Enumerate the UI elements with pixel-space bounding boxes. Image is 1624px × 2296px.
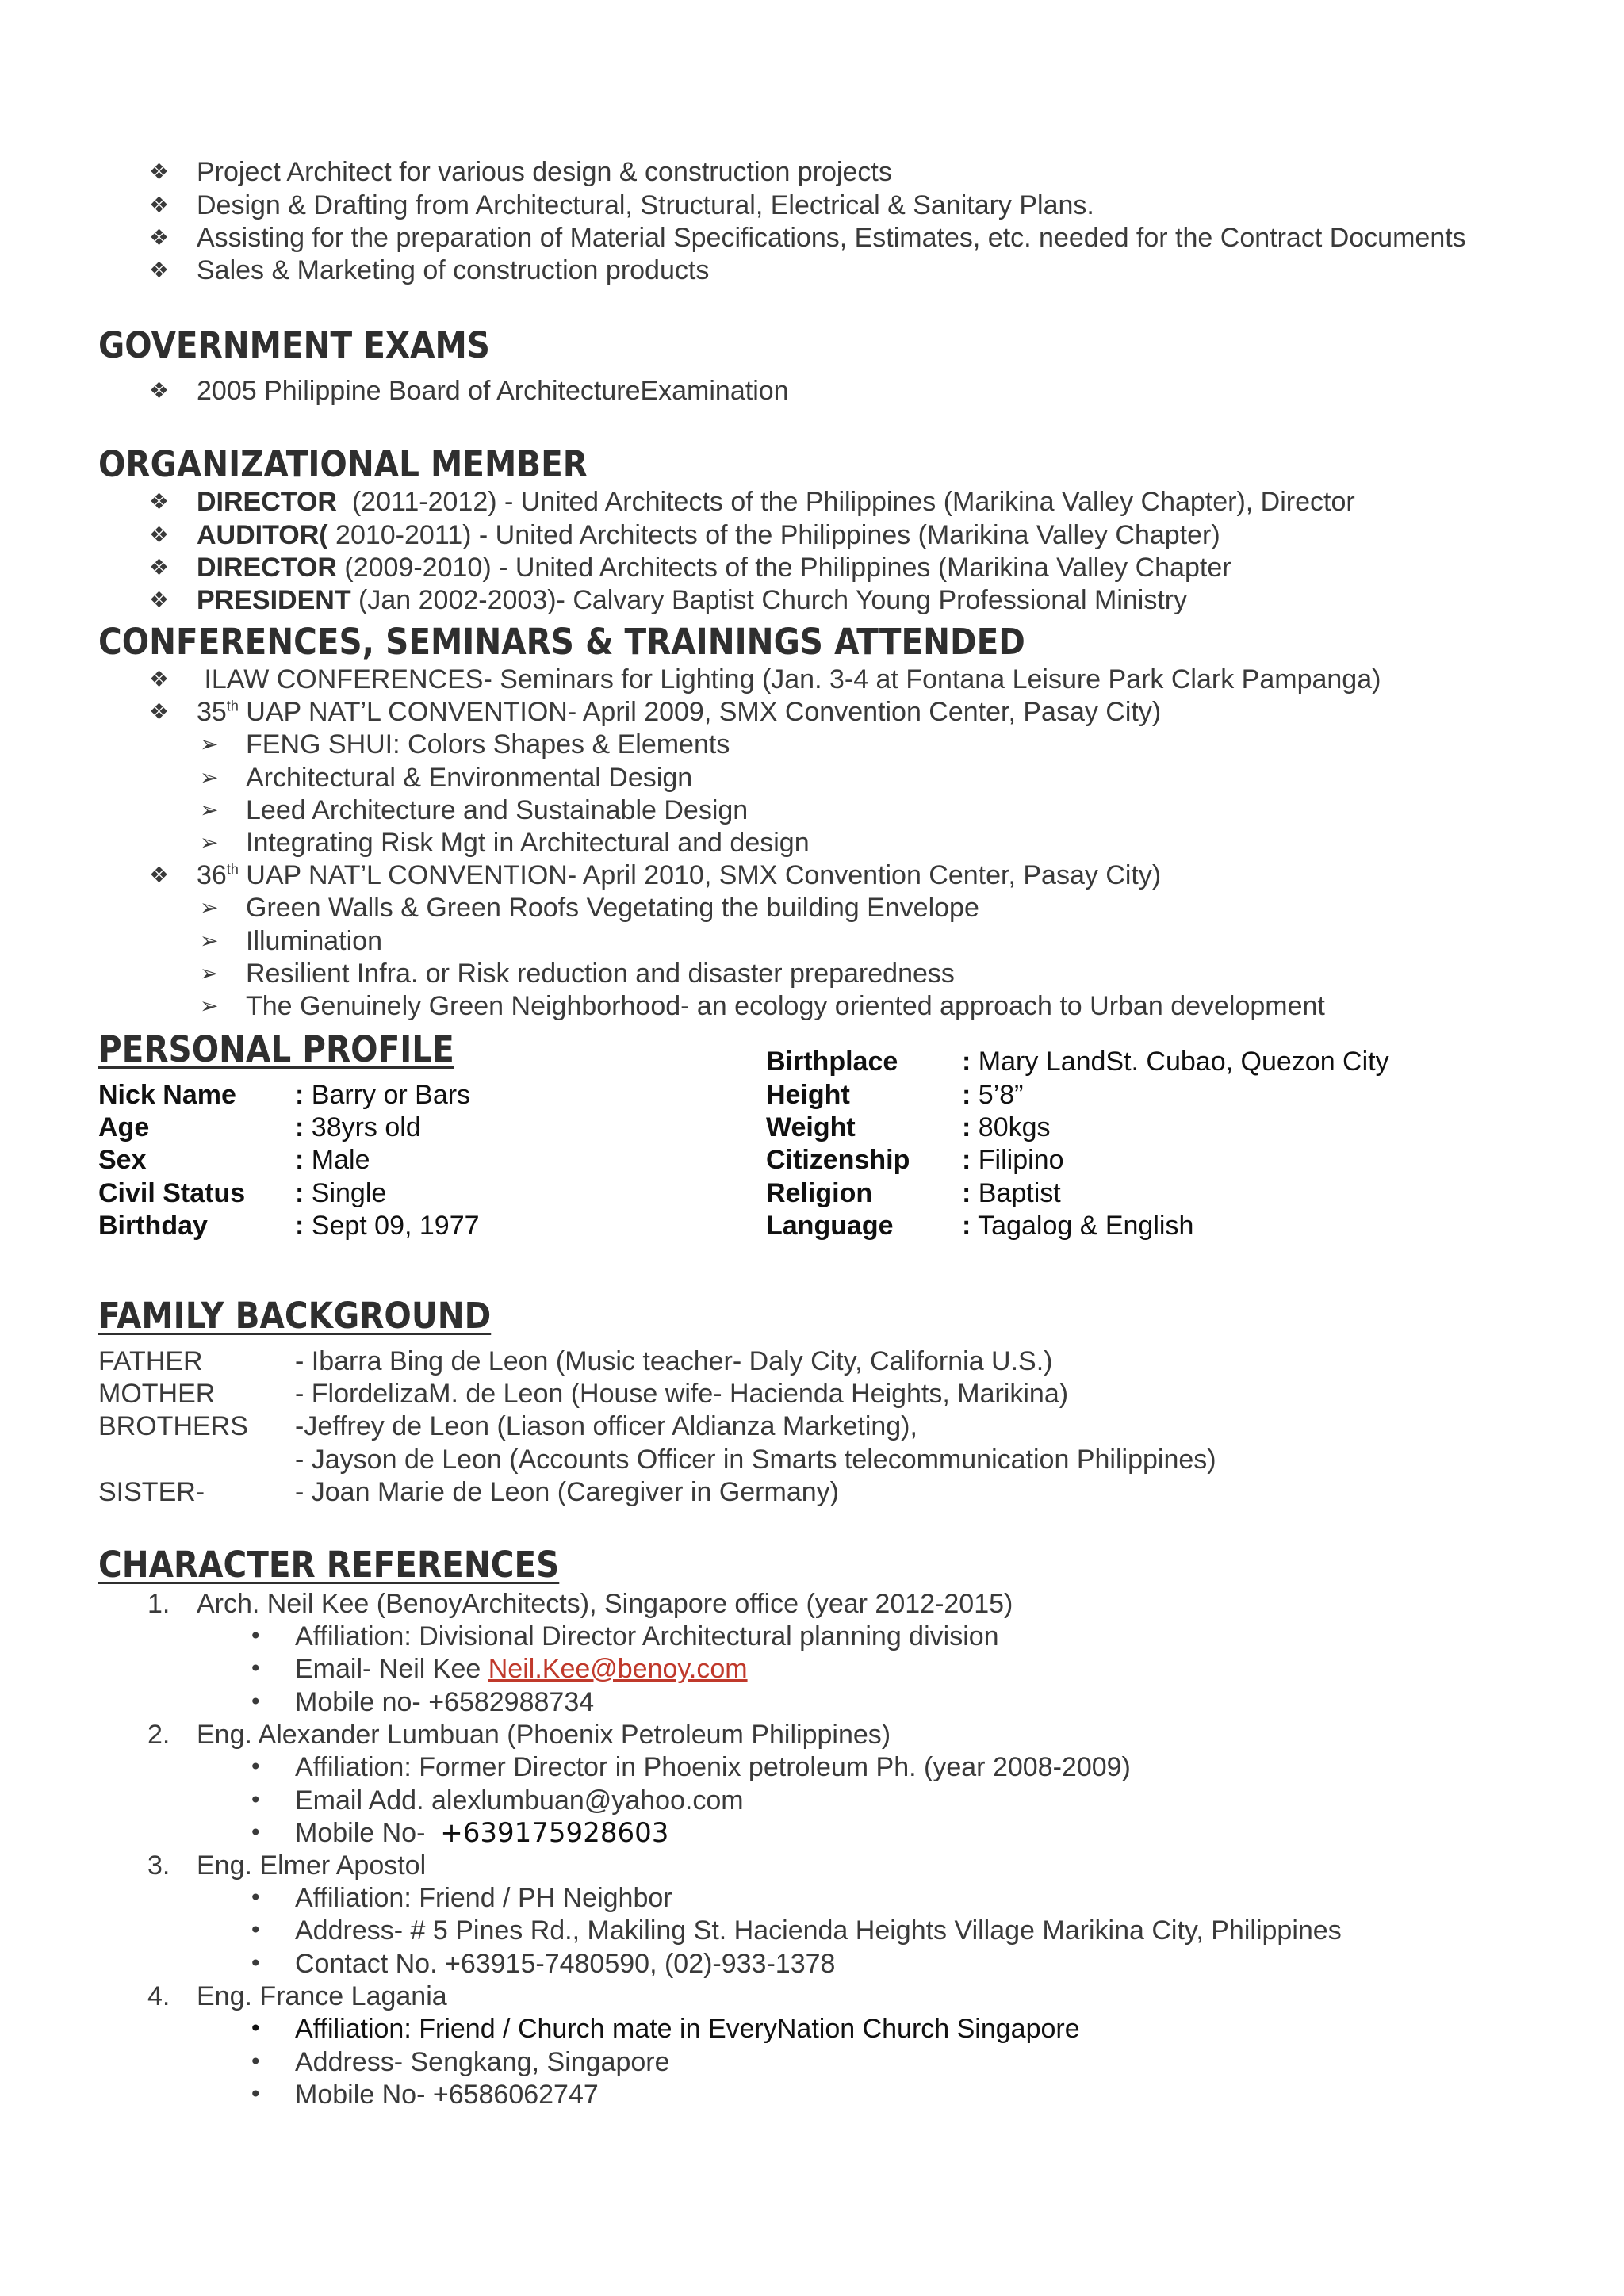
colon-separator: : [962, 1178, 971, 1208]
arrow-bullet-icon: ➢ [200, 797, 219, 823]
profile-value [295, 1209, 480, 1242]
mobile-label: Mobile No- [295, 1818, 441, 1848]
convention-detail: UAP NAT’L CONVENTION- April 2009, SMX Convention Center, Pasay City) [238, 697, 1162, 727]
profile-label: Nick Name [98, 1080, 236, 1110]
profile-value-text: Single [311, 1178, 387, 1208]
diamond-bullet-icon: ❖ [149, 587, 170, 613]
colon-separator: : [962, 1112, 971, 1142]
family-label: SISTER- [98, 1477, 205, 1507]
profile-label: Weight [766, 1112, 856, 1142]
section-heading-conferences: CONFERENCES, SEMINARS & TRAININGS ATTENDED [98, 621, 1025, 663]
reference-name: Arch. Neil Kee (BenoyArchitects), Singapore office (year 2012-2015) [197, 1589, 1013, 1619]
arrow-bullet-icon: ➢ [200, 928, 219, 954]
profile-label: Age [98, 1112, 150, 1142]
section-heading-government-exams: GOVERNMENT EXAMS [98, 324, 490, 366]
role-label: DIRECTOR [197, 553, 337, 583]
dot-bullet-icon: • [249, 2049, 262, 2075]
profile-label: Religion [766, 1178, 873, 1208]
diamond-bullet-icon: ❖ [149, 257, 170, 283]
section-heading-personal-profile: PERSONAL PROFILE [98, 1028, 454, 1070]
profile-value [962, 1143, 1064, 1177]
family-label: MOTHER [98, 1379, 216, 1409]
reference-name: Eng. Alexander Lumbuan (Phoenix Petroleum Philippines) [197, 1720, 891, 1750]
list-item: Architectural & Environmental Design [246, 763, 693, 793]
list-item: Illumination [246, 926, 382, 956]
diamond-bullet-icon: ❖ [149, 862, 170, 888]
reference-detail: Address- # 5 Pines Rd., Makiling St. Hacienda Heights Village Marikina City, Philippines [295, 1915, 1342, 1946]
dot-bullet-icon: • [249, 1820, 262, 1846]
dot-bullet-icon: • [249, 1917, 262, 1943]
profile-value-text: Filipino [978, 1145, 1064, 1175]
diamond-bullet-icon: ❖ [149, 666, 170, 692]
role-label: DIRECTOR [197, 487, 337, 517]
reference-detail: Affiliation: Former Director in Phoenix petroleum Ph. (year 2008-2009) [295, 1752, 1131, 1782]
colon-separator: : [295, 1080, 304, 1110]
list-item: The Genuinely Green Neighborhood- an ecology oriented approach to Urban development [246, 991, 1325, 1021]
convention-detail: UAP NAT’L CONVENTION- April 2010, SMX Convention Center, Pasay City) [238, 860, 1162, 890]
reference-number: 3. [147, 1850, 170, 1881]
profile-value [295, 1177, 386, 1210]
colon-separator: : [295, 1178, 304, 1208]
reference-detail [295, 1652, 748, 1686]
reference-number: 1. [147, 1589, 170, 1619]
list-item [197, 485, 1355, 519]
profile-label: Civil Status [98, 1178, 246, 1208]
reference-name: Eng. Elmer Apostol [197, 1850, 427, 1881]
family-value: - Joan Marie de Leon (Caregiver in Germany) [295, 1477, 839, 1507]
profile-value-text: 80kgs [978, 1112, 1051, 1142]
profile-value [962, 1078, 1023, 1112]
diamond-bullet-icon: ❖ [149, 192, 170, 218]
colon-separator: : [962, 1211, 971, 1241]
diamond-bullet-icon: ❖ [149, 698, 170, 725]
section-heading-character-references: CHARACTER REFERENCES [98, 1544, 560, 1586]
family-value: - FlordelizaM. de Leon (House wife- Hacienda Heights, Marikina) [295, 1379, 1069, 1409]
dot-bullet-icon: • [249, 1689, 262, 1715]
dot-bullet-icon: • [249, 1655, 262, 1682]
diamond-bullet-icon: ❖ [149, 554, 170, 580]
list-item: Project Architect for various design & construction projects [197, 157, 892, 187]
role-label: PRESIDENT [197, 585, 351, 615]
role-detail: (2011-2012) - United Architects of the Philippines (Marikina Valley Chapter), Director [336, 487, 1355, 517]
list-item: Design & Drafting from Architectural, Structural, Electrical & Sanitary Plans. [197, 190, 1094, 220]
colon-separator: : [295, 1211, 304, 1241]
list-item: Green Walls & Green Roofs Vegetating the building Envelope [246, 893, 979, 923]
reference-detail: Mobile No- +6586062747 [295, 2080, 599, 2110]
dot-bullet-icon: • [249, 1623, 262, 1649]
profile-value-text: Baptist [978, 1178, 1061, 1208]
arrow-bullet-icon: ➢ [200, 731, 219, 757]
list-item: Resilient Infra. or Risk reduction and disaster preparedness [246, 959, 955, 989]
reference-number: 4. [147, 1981, 170, 2011]
profile-value-text: Tagalog & English [978, 1211, 1194, 1241]
list-item [197, 695, 1161, 729]
reference-name: Eng. France Lagania [197, 1981, 447, 2011]
family-value: -Jeffrey de Leon (Liason officer Aldianza Marketing), [295, 1411, 917, 1441]
section-heading-family-background: FAMILY BACKGROUND [98, 1295, 492, 1337]
list-item: Leed Architecture and Sustainable Design [246, 795, 749, 825]
reference-detail: Address- Sengkang, Singapore [295, 2047, 670, 2077]
profile-value-text: 38yrs old [311, 1112, 421, 1142]
profile-label: Citizenship [766, 1145, 910, 1175]
profile-label: Birthday [98, 1211, 208, 1241]
profile-value [962, 1111, 1051, 1144]
profile-value-text: Mary LandSt. Cubao, Quezon City [978, 1047, 1389, 1077]
list-item: Assisting for the preparation of Material Specifications, Estimates, etc. needed for the Contract Documents [197, 223, 1466, 253]
dot-bullet-icon: • [249, 1885, 262, 1911]
profile-value-text: Barry or Bars [311, 1080, 471, 1110]
arrow-bullet-icon: ➢ [200, 993, 219, 1019]
diamond-bullet-icon: ❖ [149, 488, 170, 515]
list-item: 2005 Philippine Board of ArchitectureExamination [197, 376, 789, 406]
list-item [197, 859, 1161, 892]
reference-detail: Email Add. alexlumbuan@yahoo.com [295, 1785, 744, 1816]
arrow-bullet-icon: ➢ [200, 894, 219, 920]
family-value: - Jayson de Leon (Accounts Officer in Smarts telecommunication Philippines) [295, 1445, 1216, 1475]
colon-separator: : [962, 1047, 971, 1077]
reference-detail: Affiliation: Divisional Director Architectural planning division [295, 1621, 999, 1651]
family-label: FATHER [98, 1346, 203, 1376]
profile-value [962, 1209, 1193, 1242]
email-label: Email- Neil Kee [295, 1654, 488, 1684]
ordinal-suffix: th [226, 698, 239, 714]
dot-bullet-icon: • [249, 1787, 262, 1813]
diamond-bullet-icon: ❖ [149, 224, 170, 251]
list-item [197, 584, 1187, 617]
list-item [197, 519, 1220, 552]
profile-value [295, 1078, 470, 1112]
arrow-bullet-icon: ➢ [200, 960, 219, 986]
section-heading-organizational-member: ORGANIZATIONAL MEMBER [98, 443, 588, 485]
profile-value [962, 1177, 1061, 1210]
dot-bullet-icon: • [249, 1950, 262, 1976]
convention-number: 36 [197, 860, 227, 890]
diamond-bullet-icon: ❖ [149, 377, 170, 404]
role-label: AUDITOR( [197, 520, 328, 550]
convention-number: 35 [197, 697, 227, 727]
colon-separator: : [295, 1145, 304, 1175]
diamond-bullet-icon: ❖ [149, 159, 170, 185]
profile-value [295, 1111, 421, 1144]
role-detail: (Jan 2002-2003)- Calvary Baptist Church Young Professional Ministry [350, 585, 1188, 615]
mobile-number: +639175928603 [440, 1817, 669, 1849]
list-item: Integrating Risk Mgt in Architectural and design [246, 828, 810, 858]
colon-separator: : [295, 1112, 304, 1142]
profile-value [962, 1045, 1389, 1078]
profile-label: Birthplace [766, 1047, 898, 1077]
profile-value-text: Male [311, 1145, 370, 1175]
list-item: ILAW CONFERENCES- Seminars for Lighting (Jan. 3-4 at Fontana Leisure Park Clark Pampanga) [197, 664, 1381, 695]
profile-label: Sex [98, 1145, 147, 1175]
dot-bullet-icon: • [249, 1754, 262, 1780]
list-item: FENG SHUI: Colors Shapes & Elements [246, 729, 730, 760]
profile-value-text: Sept 09, 1977 [311, 1211, 480, 1241]
reference-detail: Affiliation: Friend / Church mate in EveryNation Church Singapore [295, 2014, 1080, 2044]
dot-bullet-icon: • [249, 2015, 262, 2042]
dot-bullet-icon: • [249, 2081, 262, 2107]
family-value: - Ibarra Bing de Leon (Music teacher- Daly City, California U.S.) [295, 1346, 1053, 1376]
reference-detail: Affiliation: Friend / PH Neighbor [295, 1883, 672, 1913]
profile-label: Language [766, 1211, 894, 1241]
profile-value [295, 1143, 370, 1177]
colon-separator: : [962, 1080, 971, 1110]
role-detail: (2009-2010) - United Architects of the Philippines (Marikina Valley Chapter [336, 553, 1231, 583]
diamond-bullet-icon: ❖ [149, 522, 170, 548]
reference-number: 2. [147, 1720, 170, 1750]
role-detail: 2010-2011) - United Architects of the Philippines (Marikina Valley Chapter) [327, 520, 1220, 550]
family-label: BROTHERS [98, 1411, 248, 1441]
reference-detail: Contact No. +63915-7480590, (02)-933-1378 [295, 1949, 836, 1979]
reference-detail [295, 1816, 668, 1850]
email-link[interactable]: Neil.Kee@benoy.com [488, 1654, 748, 1684]
list-item [197, 551, 1231, 584]
colon-separator: : [962, 1145, 971, 1175]
ordinal-suffix: th [226, 861, 239, 878]
profile-label: Height [766, 1080, 850, 1110]
reference-detail: Mobile no- +6582988734 [295, 1687, 595, 1717]
arrow-bullet-icon: ➢ [200, 829, 219, 855]
list-item: Sales & Marketing of construction products [197, 255, 710, 285]
arrow-bullet-icon: ➢ [200, 764, 219, 790]
profile-value-text: 5’8” [978, 1080, 1024, 1110]
